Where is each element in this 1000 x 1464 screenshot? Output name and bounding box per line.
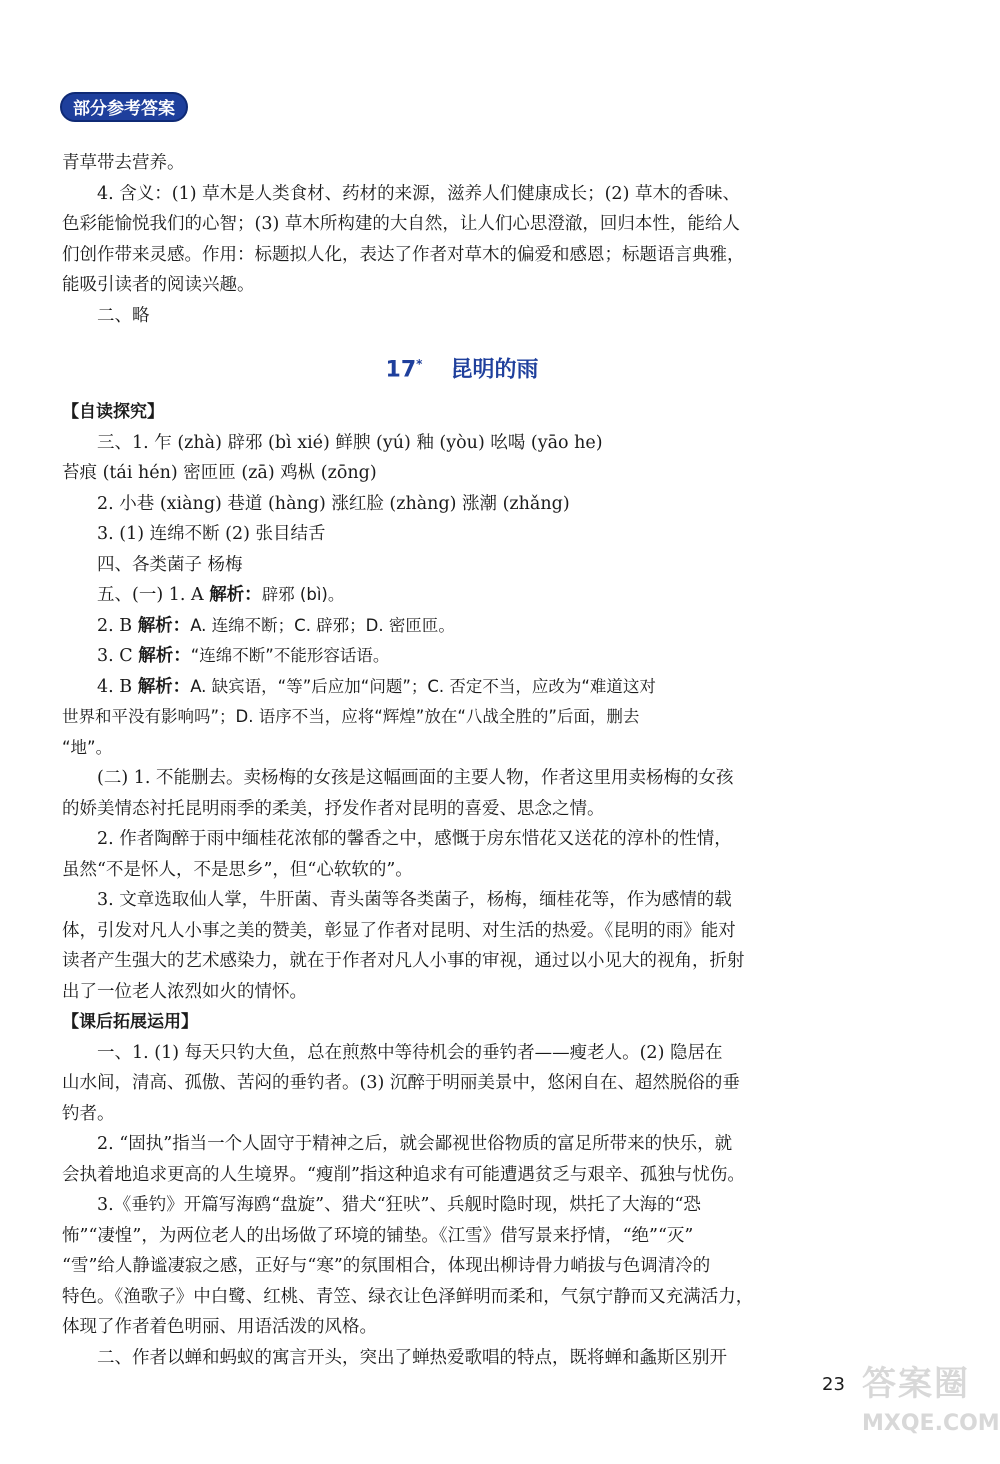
answer-line: 读者产生强大的艺术感染力，就在于作者对凡人小事的审视，通过以小见大的视角，折射 [62,951,745,971]
answer-content [62,148,862,1373]
answer-line: “地”。 [62,737,113,757]
answer-line: (二) 1. 不能删去。卖杨梅的女孩是这幅画面的主要人物，作者这里用卖杨梅的女孩 [97,768,734,788]
analysis-text: A. 连绵不断；C. 辟邪；D. 密匝匝。 [190,615,455,635]
answer-choice: 五、(一) 1. A [97,585,210,605]
answer-line: 体现了作者着色明丽、用语活泼的风格。 [62,1317,377,1337]
lesson-star: * [416,357,423,371]
answer-line: 苔痕 (tái hén) 密匝匝 (zā) 鸡枞 (zōng) [62,463,377,483]
page-number: 23 [822,1374,845,1395]
section-badge: 部分参考答案 [60,92,188,122]
answer-line: 体，引发对凡人小事之美的赞美，彰显了作者对昆明、对生活的热爱。《昆明的雨》能对 [62,920,736,941]
answer-line: 青草带去营养。 [62,153,185,173]
analysis-text: A. 缺宾语，“等”后应加“问题”；C. 否定不当，应改为“难道这对 [190,676,656,696]
watermark-text: 答案圈 [862,1364,970,1404]
lesson-title-text: 昆明的雨 [450,357,539,383]
answer-choice: 2. B [97,615,138,636]
answer-line [62,580,862,611]
answer-line: 三、1. 乍 (zhà) 辟邪 (bì xié) 鲜腴 (yú) 釉 (yòu) 吆喝 (yāo he) [97,432,603,453]
answer-line: 特色。《渔歌子》中白鹭、红桃、青笠、绿衣让色泽鲜明而柔和，气氛宁静而又充满活力， [62,1286,754,1307]
answer-line: 2. 作者陶醉于雨中缅桂花浓郁的馨香之中，感慨于房东惜花又送花的淳朴的性情， [97,829,732,849]
answer-line: 会执着地追求更高的人生境界。“瘦削”指这种追求有可能遭遇贫乏与艰辛、孤独与忧伤。 [62,1164,745,1185]
analysis-text: “连绵不断”不能形容话语。 [190,646,390,665]
analysis-label: 解析： [137,676,191,697]
analysis-label: 解析： [209,585,262,605]
sub-heading: 【课后拓展运用】 [62,1012,198,1032]
answer-line: “雪”给人静谧凄寂之感，正好与“寒”的氛围相合，体现出柳诗骨力峭拔与色调清冷的 [62,1256,711,1276]
answer-line [62,611,862,642]
answer-line: 3.《垂钓》开篇写海鸥“盘旋”、猎犬“狂吠”、兵舰时隐时现，烘托了大海的“恐 [97,1195,701,1215]
answer-line: 二、略 [97,305,150,326]
analysis-text: 辟邪 (bì)。 [261,585,345,604]
answer-line: 四、各类菌子 杨梅 [97,554,243,575]
answer-line: 怖”“凄惶”，为两位老人的出场做了环境的铺垫。《江雪》借写景来抒情，“绝”“灭” [62,1225,694,1246]
answer-line: 们创作带来灵感。作用：标题拟人化，表达了作者对草木的偏爱和感恩；标题语言典雅， [62,244,745,265]
answer-choice: 4. B [97,676,138,697]
answer-line: 的娇美情态衬托昆明雨季的柔美，抒发作者对昆明的喜爱、思念之情。 [62,798,605,819]
answer-line [62,672,862,703]
answer-line: 2. “固执”指当一个人固守于精神之后，就会鄙视世俗物质的富足所带来的快乐，就 [97,1134,733,1154]
answer-line: 一、1. (1) 每天只钓大鱼，总在煎熬中等待机会的垂钓者——瘦老人。(2) 隐居在 [97,1042,723,1063]
answer-line: 山水间，清高、孤傲、苦闷的垂钓者。(3) 沉醉于明丽美景中，悠闲自在、超然脱俗的垂 [62,1073,740,1093]
analysis-label: 解析： [138,646,191,666]
sub-heading: 【自读探究】 [62,402,164,422]
answer-line: 二、作者以蝉和蚂蚁的寓言开头，突出了蝉热爱歌唱的特点，既将蝉和螽斯区别开 [97,1347,727,1368]
answer-line: 虽然“不是怀人，不是思乡”，但“心软软的”。 [62,859,413,880]
answer-line: 3. 文章选取仙人掌，牛肝菌、青头菌等各类菌子，杨梅，缅桂花等，作为感情的载 [97,890,732,910]
answer-line: 能吸引读者的阅读兴趣。 [62,275,255,295]
watermark-url: MXQE.COM [862,1411,1000,1436]
answer-choice: 3. C [97,646,139,666]
answer-line: 出了一位老人浓烈如火的情怀。 [62,981,307,1002]
answer-line: 2. 小巷 (xiàng) 巷道 (hàng) 涨红脸 (zhàng) 涨潮 (zhǎng) [97,493,570,514]
answer-line: 色彩能愉悦我们的心智；(3) 草木所构建的大自然，让人们心思澄澈，回归本性，能给人 [62,214,740,234]
answer-line: 4. 含义：(1) 草木是人类食材、药材的来源，滋养人们健康成长；(2) 草木的香味、 [97,183,740,204]
watermark-logo [862,1360,1000,1460]
lesson-title [62,339,862,389]
lesson-number: 17 [385,357,417,383]
answer-line: 世界和平没有影响吗”；D. 语序不当，应将“辉煌”放在“八战全胜的”后面，删去 [62,707,640,726]
answer-line: 3. (1) 连绵不断 (2) 张目结舌 [97,524,326,544]
answer-line: 钓者。 [62,1103,115,1124]
analysis-label: 解析： [137,615,191,636]
answer-line [62,641,862,672]
